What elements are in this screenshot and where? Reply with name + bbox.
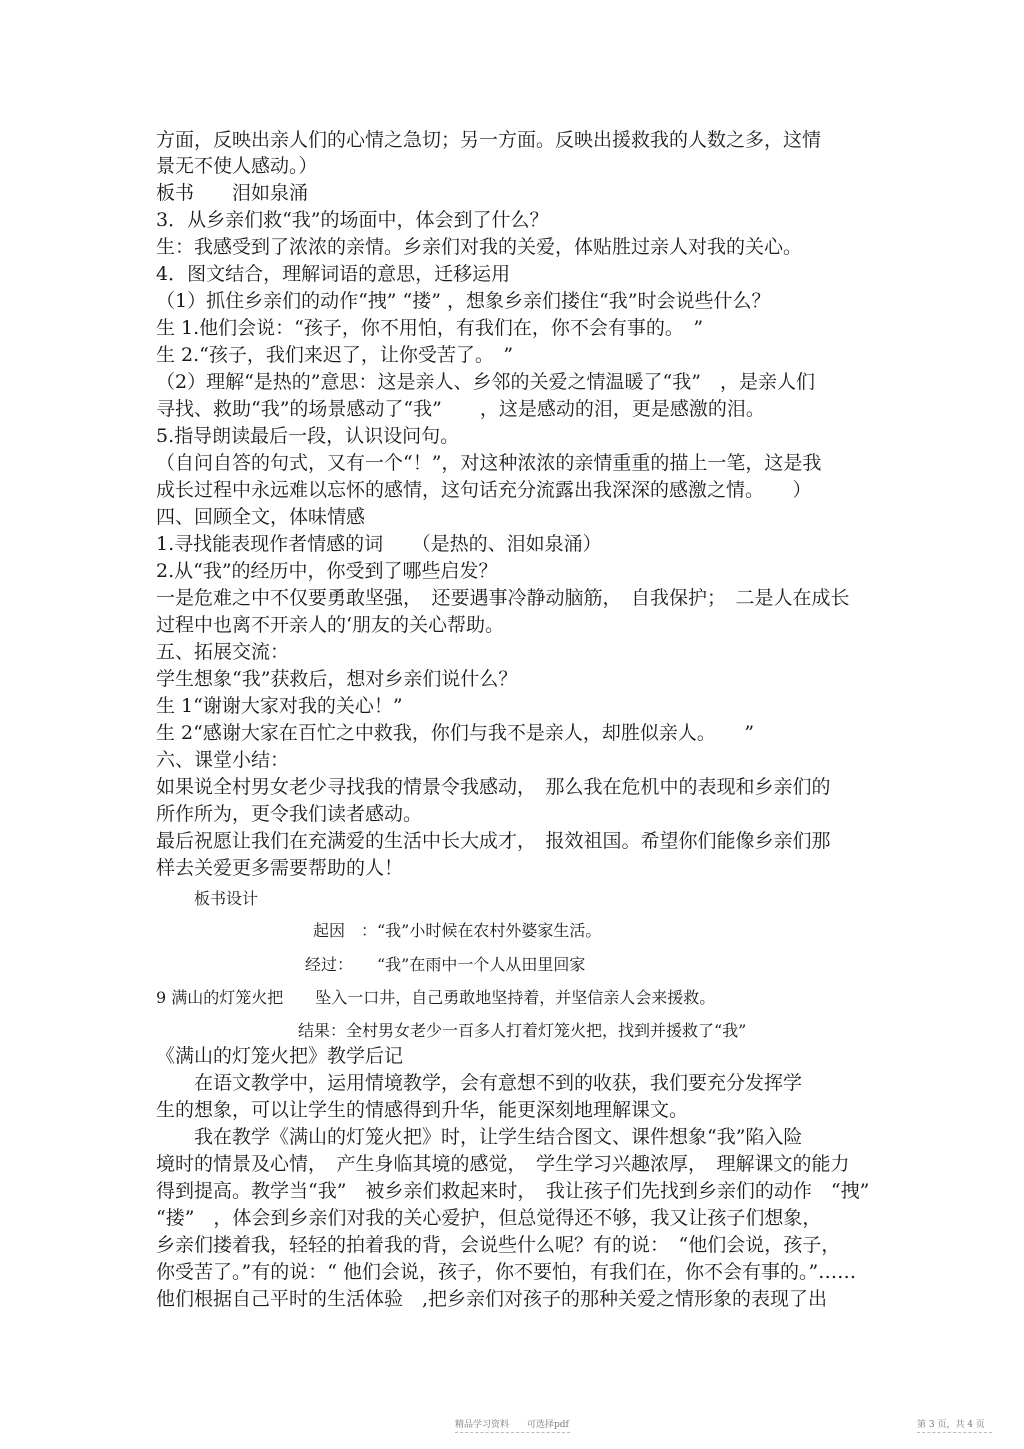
text-line: 一是危难之中不仅要勇敢坚强， 还要遇事冷静动脑筋， 自我保护； 二是人在成长 — [156, 587, 850, 609]
text-line: 境时的情景及心情， 产生身临其境的感觉， 学生学习兴趣浓厚， 理解课文的能力 — [156, 1153, 850, 1175]
text-line: 在语文教学中，运用情境教学，会有意想不到的收获，我们要充分发挥学 — [156, 1072, 803, 1094]
footer-divider — [917, 1432, 992, 1433]
board-cause: 起因 ：“我”小时候在农村外婆家生活。 — [313, 921, 602, 940]
text-line: 学生想象“我”获救后，想对乡亲们说什么？ — [156, 668, 518, 690]
text-line: 生：我感受到了浓浓的亲情。乡亲们对我的关爱，体贴胜过亲人对我的关心。 — [156, 236, 803, 258]
section-heading: 六、课堂小结： — [156, 749, 290, 771]
footer-watermark: 精品学习资料 可选择pdf — [455, 1420, 569, 1430]
text-line: 生 2“感谢大家在百忙之中救我，你们与我不是亲人，却胜似亲人。 ” — [156, 722, 755, 744]
text-line: 我在教学《满山的灯笼火把》时，让学生结合图文、课件想象“我”陷入险 — [156, 1126, 803, 1148]
footer-divider — [455, 1432, 570, 1433]
board-process: 经过： “我”在雨中一个人从田里回家 — [305, 955, 586, 974]
text-line: 生 1.他们会说：“孩子，你不用怕，有我们在，你不会有事的。 ” — [156, 317, 704, 339]
text-line: 板书 泪如泉涌 — [156, 182, 309, 204]
board-title-row: 9 满山的灯笼火把 坠入一口井，自己勇敢地坚持着，并坚信亲人会来援救。 — [156, 988, 716, 1007]
text-line: 2.从“我”的经历中，你受到了哪些启发？ — [156, 560, 498, 582]
text-line: 生 1“谢谢大家对我的关心！” — [156, 695, 403, 717]
text-line: 寻找、救助“我”的场景感动了“我” ，这是感动的泪，更是感激的泪。 — [156, 398, 765, 420]
text-line: 过程中也离不开亲人的‘朋友的关心帮助。 — [156, 614, 505, 636]
board-heading: 板书设计 — [194, 889, 259, 908]
text-line: 成长过程中永远难以忘怀的感情，这句话充分流露出我深深的感激之情。 ） — [156, 479, 812, 501]
page-number: 第 3 页，共 4 页 — [917, 1420, 985, 1430]
board-result: 结果：全村男女老少一百多人打着灯笼火把，找到并援救了“我” — [298, 1021, 747, 1040]
text-line: 他们根据自己平时的生活体验 ,把乡亲们对孩子的那种关爱之情形象的表现了出 — [156, 1288, 828, 1310]
text-line: 3．从乡亲们救“我”的场面中，体会到了什么？ — [156, 209, 549, 231]
section-heading: 四、回顾全文，体味情感 — [156, 506, 366, 528]
text-line: 最后祝愿让我们在充满爱的生活中长大成才， 报效祖国。希望你们能像乡亲们那 — [156, 830, 831, 852]
text-line: 你受苦了。”有的说：“ 他们会说，孩子，你不要怕，有我们在，你不会有事的。”…… — [156, 1261, 857, 1283]
text-line: 景无不使人感动。） — [156, 155, 318, 177]
text-line: 生 2.“孩子，我们来迟了，让你受苦了。 ” — [156, 344, 514, 366]
text-line: 样去关爱更多需要帮助的人！ — [156, 857, 404, 879]
text-line: 生的想象，可以让学生的情感得到升华，能更深刻地理解课文。 — [156, 1099, 689, 1121]
text-line: 所作所为，更令我们读者感动。 — [156, 803, 423, 825]
text-line: 1.寻找能表现作者情感的词 （是热的、泪如泉涌） — [156, 533, 602, 555]
section-heading: 五、拓展交流： — [156, 641, 290, 663]
text-line: 得到提高。教学当“我” 被乡亲们救起来时， 我让孩子们先找到乡亲们的动作 “拽” — [156, 1180, 870, 1202]
text-line: （自问自答的句式，又有一个“！”，对这种浓浓的亲情重重的描上一笔，这是我 — [156, 452, 822, 474]
text-line: 5.指导朗读最后一段，认识设问句。 — [156, 425, 460, 447]
text-line: （1）抓住乡亲们的动作“拽” “搂” ，想象乡亲们搂住“我”时会说些什么？ — [156, 290, 771, 312]
text-line: 4．图文结合，理解词语的意思，迁移运用 — [156, 263, 511, 285]
text-line: 方面，反映出亲人们的心情之急切；另一方面。反映出援救我的人数之多，这情 — [156, 129, 822, 151]
postscript-title: 《满山的灯笼火把》教学后记 — [156, 1045, 404, 1067]
text-line: 乡亲们搂着我，轻轻的拍着我的背，会说些什么呢？有的说： “他们会说，孩子， — [156, 1234, 841, 1256]
text-line: “搂” ，体会到乡亲们对我的关心爱护，但总觉得还不够，我又让孩子们想象， — [156, 1207, 822, 1229]
text-line: （2）理解“是热的”意思：这是亲人、乡邻的关爱之情温暖了“我” ，是亲人们 — [156, 371, 815, 393]
text-line: 如果说全村男女老少寻找我的情景令我感动， 那么我在危机中的表现和乡亲们的 — [156, 776, 831, 798]
